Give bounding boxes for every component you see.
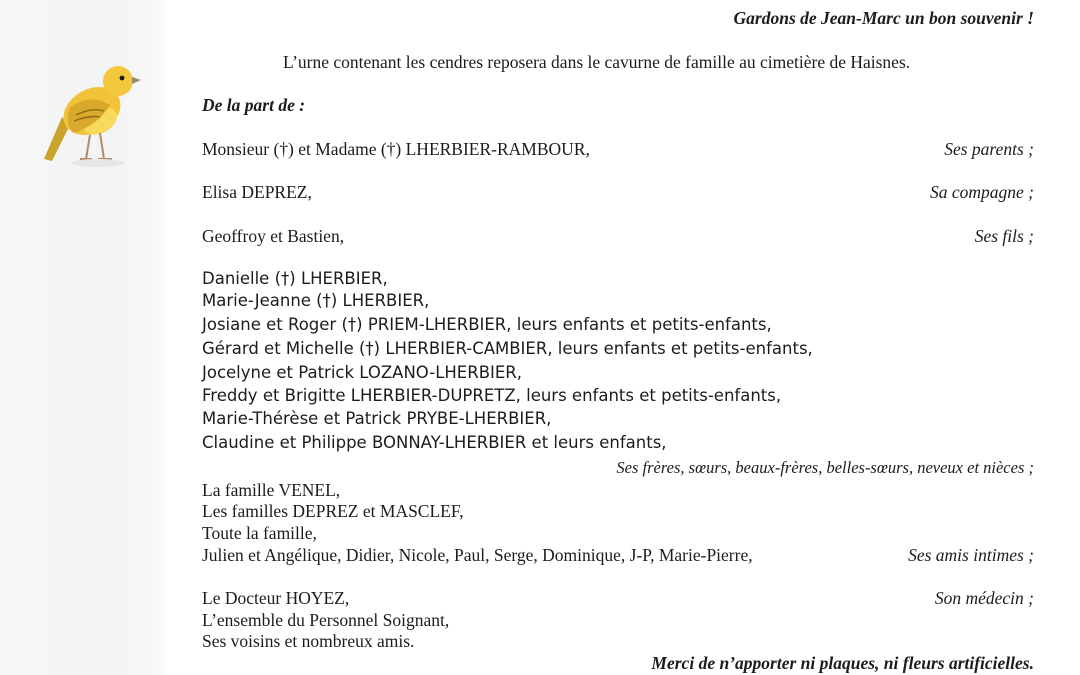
- name-line: Monsieur (†) et Madame (†) LHERBIER-RAMBOUR,: [202, 139, 590, 159]
- name-line: Toute la famille,: [202, 523, 317, 543]
- from-label: De la part de :: [202, 95, 306, 115]
- urn-notice: L’urne contenant les cendres reposera dans le cavurne de famille au cimetière de Haisnes.: [283, 52, 911, 72]
- relation-label: Son médecin ;: [934, 588, 1034, 608]
- name-line: L’ensemble du Personnel Soignant,: [202, 610, 450, 630]
- name-line: La famille VENEL,: [202, 480, 341, 500]
- footer-note: Merci de n’apporter ni plaques, ni fleurs artificielles.: [651, 653, 1034, 673]
- name-line: Elisa DEPREZ,: [202, 182, 312, 202]
- relation-label: Ses amis intimes ;: [908, 545, 1034, 565]
- name-line: Freddy et Brigitte LHERBIER-DUPRETZ, leurs enfants et petits-enfants,: [202, 386, 782, 405]
- relation-label: Ses frères, sœurs, beaux-frères, belles-sœurs, neveux et nièces ;: [616, 458, 1034, 477]
- remembrance-title: Gardons de Jean-Marc un bon souvenir !: [733, 8, 1034, 28]
- name-line: Josiane et Roger (†) PRIEM-LHERBIER, leurs enfants et petits-enfants,: [202, 315, 772, 334]
- canary-bird-icon: [40, 55, 150, 175]
- name-line: Claudine et Philippe BONNAY-LHERBIER et leurs enfants,: [202, 433, 667, 452]
- name-line: Les familles DEPREZ et MASCLEF,: [202, 501, 464, 521]
- name-line: Danielle (†) LHERBIER,: [202, 269, 388, 288]
- name-line: Le Docteur HOYEZ,: [202, 588, 350, 608]
- name-line: Marie-Jeanne (†) LHERBIER,: [202, 291, 430, 310]
- name-line: Gérard et Michelle (†) LHERBIER-CAMBIER, leurs enfants et petits-enfants,: [202, 339, 813, 358]
- name-line: Julien et Angélique, Didier, Nicole, Paul, Serge, Dominique, J-P, Marie-Pierre,: [202, 545, 753, 565]
- name-line: Jocelyne et Patrick LOZANO-LHERBIER,: [202, 363, 523, 382]
- name-line: Geoffroy et Bastien,: [202, 226, 345, 246]
- relation-label: Ses fils ;: [974, 226, 1034, 246]
- relation-label: Sa compagne ;: [929, 182, 1034, 202]
- name-line: Marie-Thérèse et Patrick PRYBE-LHERBIER,: [202, 409, 552, 428]
- relation-label: Ses parents ;: [944, 139, 1034, 159]
- name-line: Ses voisins et nombreux amis.: [202, 631, 415, 651]
